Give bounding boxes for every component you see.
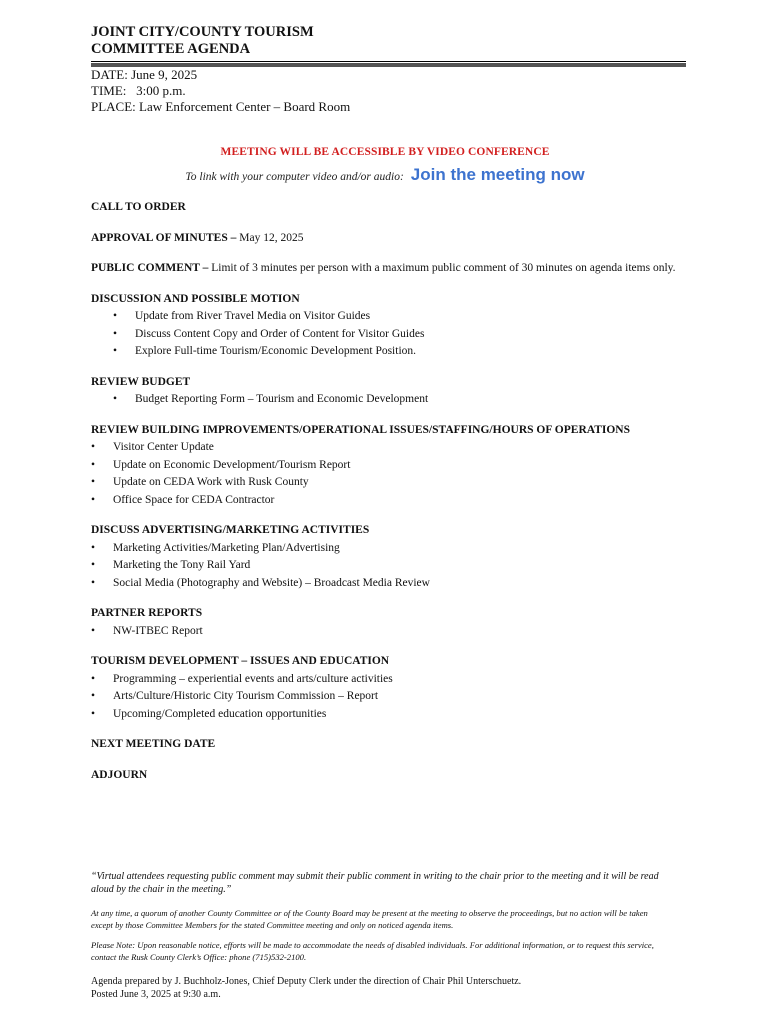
join-meeting-link[interactable]: Join the meeting now [410, 165, 585, 184]
prepared-by [91, 975, 691, 1001]
list-item: • Budget Reporting Form – Tourism and Economic Development [91, 391, 691, 409]
meeting-place: PLACE: Law Enforcement Center – Board Room [91, 99, 351, 114]
page-title [91, 24, 314, 58]
list-item: • Office Space for CEDA Contractor [91, 492, 691, 510]
header-divider-thin [91, 61, 686, 62]
list-item: • Explore Full-time Tourism/Economic Development Position. [91, 343, 691, 361]
list-item: • Update on Economic Development/Tourism Report [91, 457, 691, 475]
discussion-section [91, 291, 691, 361]
next-meeting-heading: NEXT MEETING DATE [91, 738, 216, 750]
call-to-order-heading: CALL TO ORDER [91, 201, 186, 213]
budget-section [91, 374, 691, 409]
join-meeting-line [0, 165, 770, 185]
list-item: • Marketing Activities/Marketing Plan/Advertising [91, 540, 691, 558]
title-line-1: JOINT CITY/COUNTY TOURISM [91, 24, 314, 40]
development-heading: TOURISM DEVELOPMENT – ISSUES AND EDUCATION [91, 655, 390, 667]
development-section [91, 653, 691, 723]
building-heading: REVIEW BUILDING IMPROVEMENTS/OPERATIONAL ISSUES/STAFFING/HOURS OF OPERATIONS [91, 423, 630, 436]
advertising-heading: DISCUSS ADVERTISING/MARKETING ACTIVITIES [91, 524, 370, 536]
list-item: • Marketing the Tony Rail Yard [91, 557, 691, 575]
posted-line: Posted June 3, 2025 at 9:30 a.m. [91, 989, 221, 1000]
agenda-body [91, 199, 691, 797]
advertising-section [91, 522, 691, 592]
list-item: • Visitor Center Update [91, 439, 691, 457]
list-item: • Social Media (Photography and Website) – Broadcast Media Review [91, 575, 691, 593]
list-item: • Programming – experiential events and arts/culture activities [91, 671, 691, 689]
public-comment-heading: PUBLIC COMMENT – [91, 262, 209, 274]
join-lead-text: To link with your computer video and/or audio: [185, 171, 404, 183]
budget-heading: REVIEW BUDGET [91, 375, 191, 388]
partner-heading: PARTNER REPORTS [91, 607, 203, 619]
approval-detail: May 12, 2025 [236, 231, 304, 244]
prepared-by-line: Agenda prepared by J. Buchholz-Jones, Chief Deputy Clerk under the direction of Chair Phil Unterschuetz. [91, 976, 522, 987]
adjourn-heading: ADJOURN [91, 768, 148, 781]
meeting-date: DATE: June 9, 2025 [91, 67, 198, 82]
discussion-heading: DISCUSSION AND POSSIBLE MOTION [91, 292, 300, 305]
approval-of-minutes [91, 230, 691, 248]
partner-section [91, 605, 691, 640]
meeting-time: TIME: 3:00 p.m. [91, 83, 186, 98]
list-item: • Update on CEDA Work with Rusk County [91, 474, 691, 492]
list-item: • NW-ITBEC Report [91, 623, 691, 641]
list-item: • Discuss Content Copy and Order of Content for Visitor Guides [91, 326, 691, 344]
building-section [91, 422, 691, 510]
public-comment [91, 260, 691, 278]
list-item: • Update from River Travel Media on Visitor Guides [91, 308, 691, 326]
list-item: • Upcoming/Completed education opportunities [91, 706, 691, 724]
accessibility-note: Please Note: Upon reasonable notice, efforts will be made to accommodate the needs of disabled individuals. For additional information, or to request this service, contact the Rusk County Clerk’s Office: phone (715)532-2100. [91, 940, 654, 962]
approval-heading: APPROVAL OF MINUTES – [91, 231, 237, 244]
virtual-attendee-note: “Virtual attendees requesting public comment may submit their public comment in writing to the chair prior to the meeting and it will be read aloud by the chair in the meeting.” [91, 871, 659, 895]
title-line-2: COMMITTEE AGENDA [91, 41, 251, 57]
public-comment-detail: Limit of 3 minutes per person with a maximum public comment of 30 minutes on agenda items only. [208, 262, 676, 274]
video-conference-notice: MEETING WILL BE ACCESSIBLE BY VIDEO CONFERENCE [220, 146, 550, 158]
quorum-note: At any time, a quorum of another County Committee or of the County Board may be present at the meeting to observe the proceedings, but no action will be taken except by those Committee Members for the stated Committee meeting and only on noticed agenda items. [91, 908, 648, 930]
meeting-details [91, 67, 350, 115]
list-item: • Arts/Culture/Historic City Tourism Commission – Report [91, 688, 691, 706]
